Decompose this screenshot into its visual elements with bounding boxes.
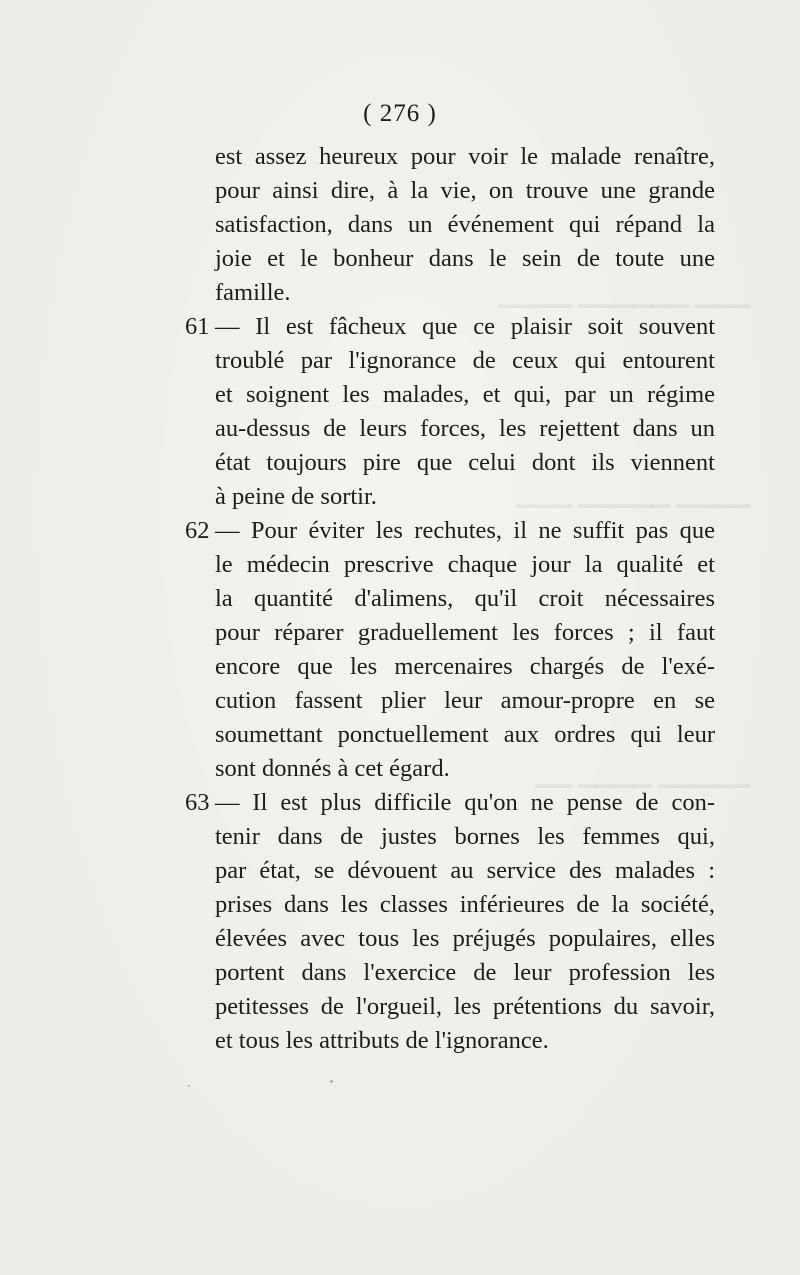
text-line	[170, 412, 715, 446]
text-line	[170, 990, 715, 1024]
text-line	[170, 616, 715, 650]
line-text: à peine de sortir.	[215, 483, 377, 510]
body-text	[170, 140, 715, 1058]
line-text: petitesses de l'orgueil, les prétentions du savoir,	[215, 993, 715, 1020]
line-text: — Pour éviter les rechutes, il ne suffit pas que	[215, 517, 715, 544]
line-text: — Il est fâcheux que ce plaisir soit souvent	[215, 313, 715, 340]
text-line	[170, 1024, 715, 1058]
line-text: sont donnés à cet égard.	[215, 755, 450, 782]
text-line	[170, 684, 715, 718]
line-text: la quantité d'alimens, qu'il croit nécessaires	[215, 585, 715, 612]
text-line	[170, 480, 715, 514]
text-line	[170, 446, 715, 480]
line-text: par état, se dévouent au service des malades :	[215, 857, 715, 884]
paper-speck	[188, 1085, 190, 1087]
paper-speck	[330, 1080, 333, 1083]
line-text: portent dans l'exercice de leur profession les	[215, 959, 715, 986]
line-text: prises dans les classes inférieures de la société,	[215, 891, 715, 918]
line-text: encore que les mercenaires chargés de l'exé-	[215, 653, 715, 680]
line-text: pour réparer graduellement les forces ; il faut	[215, 619, 715, 646]
line-text: état toujours pire que celui dont ils viennent	[215, 449, 715, 476]
text-line	[170, 140, 715, 174]
text-line	[170, 752, 715, 786]
line-text: au-dessus de leurs forces, les rejettent dans un	[215, 415, 715, 442]
text-line	[170, 548, 715, 582]
text-line	[170, 582, 715, 616]
text-line	[170, 208, 715, 242]
text-line	[170, 344, 715, 378]
line-text: et soignent les malades, et qui, par un régime	[215, 381, 715, 408]
bleed-through-shadow: ▁▁▁▁ ▁▁▁▁▁ ▁▁▁	[516, 482, 750, 508]
paragraph-number: 62	[185, 517, 210, 544]
text-line	[170, 310, 715, 344]
line-text: est assez heureux pour voir le malade renaître,	[215, 143, 715, 170]
line-text: joie et le bonheur dans le sein de toute une	[215, 245, 715, 272]
text-line	[170, 956, 715, 990]
text-line	[170, 650, 715, 684]
text-line	[170, 820, 715, 854]
line-text: — Il est plus difficile qu'on ne pense de con-	[215, 789, 715, 816]
line-text: tenir dans de justes bornes les femmes qui,	[215, 823, 715, 850]
line-text: cution fassent plier leur amour-propre en se	[215, 687, 715, 714]
text-line	[170, 854, 715, 888]
text-line	[170, 174, 715, 208]
text-line	[170, 718, 715, 752]
text-line	[170, 242, 715, 276]
line-text: et tous les attributs de l'ignorance.	[215, 1027, 549, 1054]
line-text: satisfaction, dans un événement qui répand la	[215, 211, 715, 238]
line-text: élevées avec tous les préjugés populaires, elles	[215, 925, 715, 952]
text-line	[170, 888, 715, 922]
bleed-through-shadow: ▁▁▁▁▁ ▁▁▁▁ ▁▁	[534, 762, 750, 788]
line-text: le médecin prescrive chaque jour la qualité et	[215, 551, 715, 578]
line-text: famille.	[215, 279, 291, 306]
text-line	[170, 786, 715, 820]
line-text: troublé par l'ignorance de ceux qui entourent	[215, 347, 715, 374]
text-line	[170, 378, 715, 412]
page-number: ( 276 )	[363, 100, 437, 127]
bleed-through-shadow: ▁▁▁ ▁▁▁▁▁▁ ▁▁▁▁	[498, 282, 750, 308]
paragraph-number: 63	[185, 789, 210, 816]
text-line	[170, 514, 715, 548]
paragraph-number: 61	[185, 313, 210, 340]
text-line	[170, 276, 715, 310]
text-line	[170, 922, 715, 956]
line-text: pour ainsi dire, à la vie, on trouve une grande	[215, 177, 715, 204]
line-text: soumettant ponctuellement aux ordres qui leur	[215, 721, 715, 748]
